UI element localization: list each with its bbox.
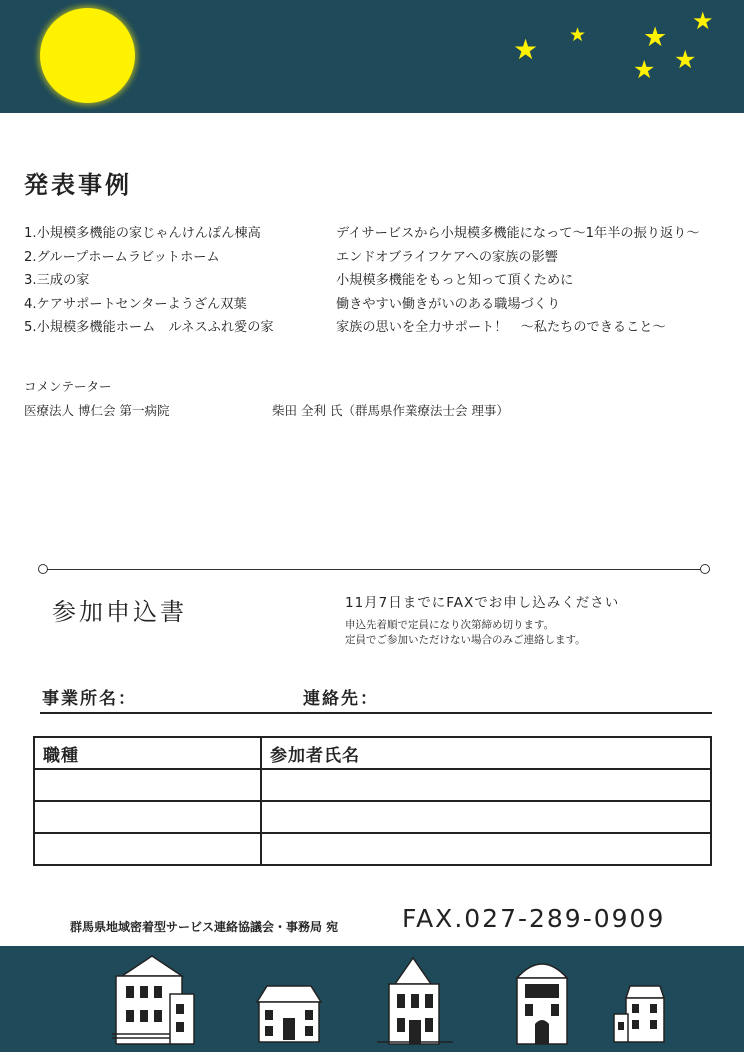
case-item (24, 222, 734, 246)
participants-table (33, 736, 712, 866)
divider-dot (700, 564, 710, 574)
case-facility: 3.三成の家 (24, 273, 90, 288)
star-icon: ★ (633, 55, 656, 84)
participant-name-cell[interactable] (261, 833, 711, 865)
table-row (34, 801, 711, 833)
moon-icon (40, 8, 135, 103)
form-note: 定員でご参加いただけない場合のみご連絡します。 (345, 634, 586, 646)
house-icon (375, 956, 455, 1046)
header-band (0, 0, 744, 113)
table-row (34, 833, 711, 865)
form-title: 参加申込書 (52, 598, 187, 626)
house-icon (108, 954, 196, 1046)
star-icon: ★ (643, 22, 668, 53)
form-note: 申込先着順で定員になり次第締め切ります。 (345, 619, 555, 631)
case-item (24, 293, 734, 317)
star-icon: ★ (674, 45, 697, 74)
job-type-header: 職種 (34, 737, 261, 769)
cases-list (24, 222, 734, 340)
commentator-heading: コメンテーター (24, 379, 112, 394)
star-icon: ★ (569, 24, 587, 46)
cases-title: 発表事例 (24, 171, 132, 199)
footer-band (0, 946, 744, 1052)
case-item (24, 316, 734, 340)
case-topic: 小規模多機能をもっと知って頂くために (336, 273, 574, 288)
case-item (24, 246, 734, 270)
fax-number: FAX.027-289-0909 (402, 904, 666, 933)
house-icon (612, 984, 668, 1044)
contact-label: 連絡先： (303, 689, 379, 709)
job-type-cell[interactable] (34, 801, 261, 833)
case-topic: 家族の思いを全力サポート！ 〜私たちのできること〜 (336, 320, 666, 335)
case-facility: 1.小規模多機能の家じゃんけんぽん棟高 (24, 226, 261, 241)
job-type-cell[interactable] (34, 769, 261, 801)
commentator-organization: 医療法人 博仁会 第一病院 (24, 403, 170, 418)
table-header-row (34, 737, 711, 769)
case-topic: エンドオブライフケアへの家族の影響 (336, 249, 558, 265)
recipient-text: 群馬県地域密着型サービス連絡協議会・事務局 宛 (70, 920, 339, 934)
case-topic: デイサービスから小規模多機能になって〜1年半の振り返り〜 (336, 226, 700, 241)
participant-name-header: 参加者氏名 (261, 737, 711, 769)
divider-dot (38, 564, 48, 574)
case-facility: 2.グループホームラビットホーム (24, 249, 220, 265)
case-item (24, 269, 734, 293)
case-topic: 働きやすい働きがいのある職場づくり (336, 296, 561, 312)
participant-name-cell[interactable] (261, 801, 711, 833)
section-divider (44, 569, 705, 570)
table-row (34, 769, 711, 801)
office-name-label: 事業所名： (42, 689, 137, 709)
office-contact-field[interactable] (40, 712, 712, 714)
job-type-cell[interactable] (34, 833, 261, 865)
house-icon (511, 950, 573, 1046)
house-icon (253, 984, 325, 1044)
deadline-text: 11月7日までにFAXでお申し込みください (345, 595, 620, 611)
star-icon: ★ (692, 7, 714, 35)
star-icon: ★ (513, 33, 539, 66)
participant-name-cell[interactable] (261, 769, 711, 801)
commentator-name: 柴田 全利 氏（群馬県作業療法士会 理事） (272, 403, 509, 418)
case-facility: 4.ケアサポートセンターようざん双葉 (24, 296, 247, 312)
case-facility: 5.小規模多機能ホーム ルネスふれ愛の家 (24, 320, 274, 335)
